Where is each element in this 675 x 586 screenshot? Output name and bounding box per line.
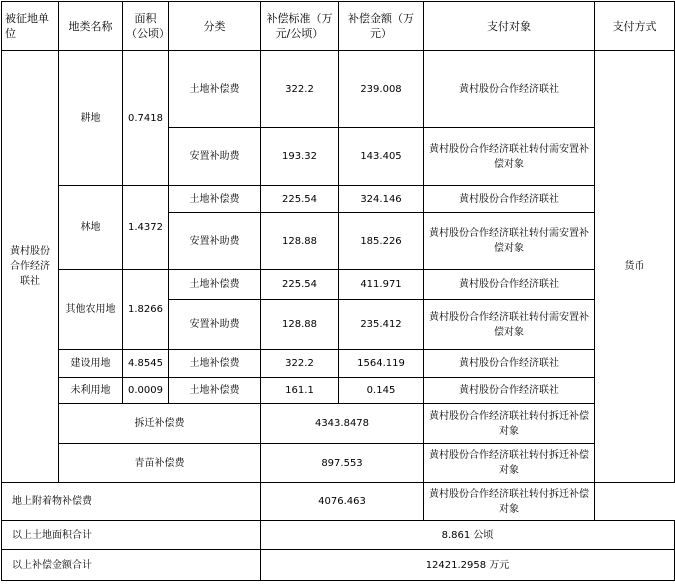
category-cell: 安置补助费 [169,128,261,186]
total-amount-label: 以上补偿金额合计 [2,550,261,581]
standard-cell: 225.54 [261,270,339,300]
payee-cell: 黄村股份合作经济联社转付需安置补偿对象 [424,128,595,186]
land-type-cell: 建设用地 [59,350,123,378]
fee-row [2,444,675,483]
unit-name-cell: 黄村股份合作经济联社 [2,51,59,483]
standard-cell: 128.88 [261,300,339,350]
standard-cell: 161.1 [261,378,339,404]
amount-cell: 1564.119 [339,350,424,378]
category-cell: 土地补偿费 [169,378,261,404]
category-cell: 土地补偿费 [169,51,261,128]
payment-method-cell: 货币 [595,51,675,483]
area-cell: 4.8545 [123,350,169,378]
fee-payee-cell: 黄村股份合作经济联社转付拆迁补偿对象 [424,404,595,444]
area-cell: 1.8266 [123,270,169,350]
header-method: 支付方式 [595,2,675,51]
category-cell: 土地补偿费 [169,186,261,213]
header-payee: 支付对象 [424,2,595,51]
land-type-cell: 耕地 [59,51,123,186]
land-type-cell: 未利用地 [59,378,123,404]
standard-cell: 128.88 [261,213,339,270]
standard-cell: 225.54 [261,186,339,213]
fee-amount-cell: 4076.463 [261,483,424,521]
fee-label-cell: 拆迁补偿费 [59,404,261,444]
table-row [2,378,675,404]
standard-cell: 322.2 [261,350,339,378]
fee-row [2,404,675,444]
fee-payee-cell: 黄村股份合作经济联社转付拆迁补偿对象 [424,444,595,483]
amount-cell: 0.145 [339,378,424,404]
header-standard: 补偿标准（万元/公顷） [261,2,339,51]
total-area-label: 以上土地面积合计 [2,521,261,550]
payee-cell: 黄村股份合作经济联社 [424,51,595,128]
land-type-cell: 林地 [59,186,123,270]
category-cell: 土地补偿费 [169,350,261,378]
table-row [2,350,675,378]
standard-cell: 322.2 [261,51,339,128]
fee-label-cell: 青苗补偿费 [59,444,261,483]
amount-cell: 143.405 [339,128,424,186]
category-cell: 土地补偿费 [169,270,261,300]
payee-cell: 黄村股份合作经济联社 [424,270,595,300]
standard-cell: 193.32 [261,128,339,186]
area-cell: 0.7418 [123,51,169,186]
amount-cell: 411.971 [339,270,424,300]
category-cell: 安置补助费 [169,300,261,350]
fee-amount-cell: 897.553 [261,444,424,483]
fee-amount-cell: 4343.8478 [261,404,424,444]
header-category: 分类 [169,2,261,51]
header-area: 面积（公顷） [123,2,169,51]
category-cell: 安置补助费 [169,213,261,270]
amount-cell: 324.146 [339,186,424,213]
amount-cell: 185.226 [339,213,424,270]
compensation-table [1,1,675,581]
header-row [2,2,675,51]
fee-row [2,483,675,521]
amount-cell: 239.008 [339,51,424,128]
table-row [2,270,675,300]
total-area-value: 8.861 公顷 [261,521,675,550]
payee-cell: 黄村股份合作经济联社转付需安置补偿对象 [424,300,595,350]
table-row [2,51,675,128]
fee-label-cell: 地上附着物补偿费 [2,483,261,521]
total-row [2,521,675,550]
amount-cell: 235.412 [339,300,424,350]
payee-cell: 黄村股份合作经济联社 [424,186,595,213]
total-amount-value: 12421.2958 万元 [261,550,675,581]
land-type-cell: 其他农用地 [59,270,123,350]
header-amount: 补偿金额（万元） [339,2,424,51]
area-cell: 0.0009 [123,378,169,404]
total-row [2,550,675,581]
table-row [2,186,675,213]
payee-cell: 黄村股份合作经济联社 [424,350,595,378]
payee-cell: 黄村股份合作经济联社 [424,378,595,404]
payee-cell: 黄村股份合作经济联社转付需安置补偿对象 [424,213,595,270]
area-cell: 1.4372 [123,186,169,270]
fee-payee-cell: 黄村股份合作经济联社转付拆迁补偿对象 [424,483,595,521]
header-unit: 被征地单位 [2,2,59,51]
header-land-type: 地类名称 [59,2,123,51]
